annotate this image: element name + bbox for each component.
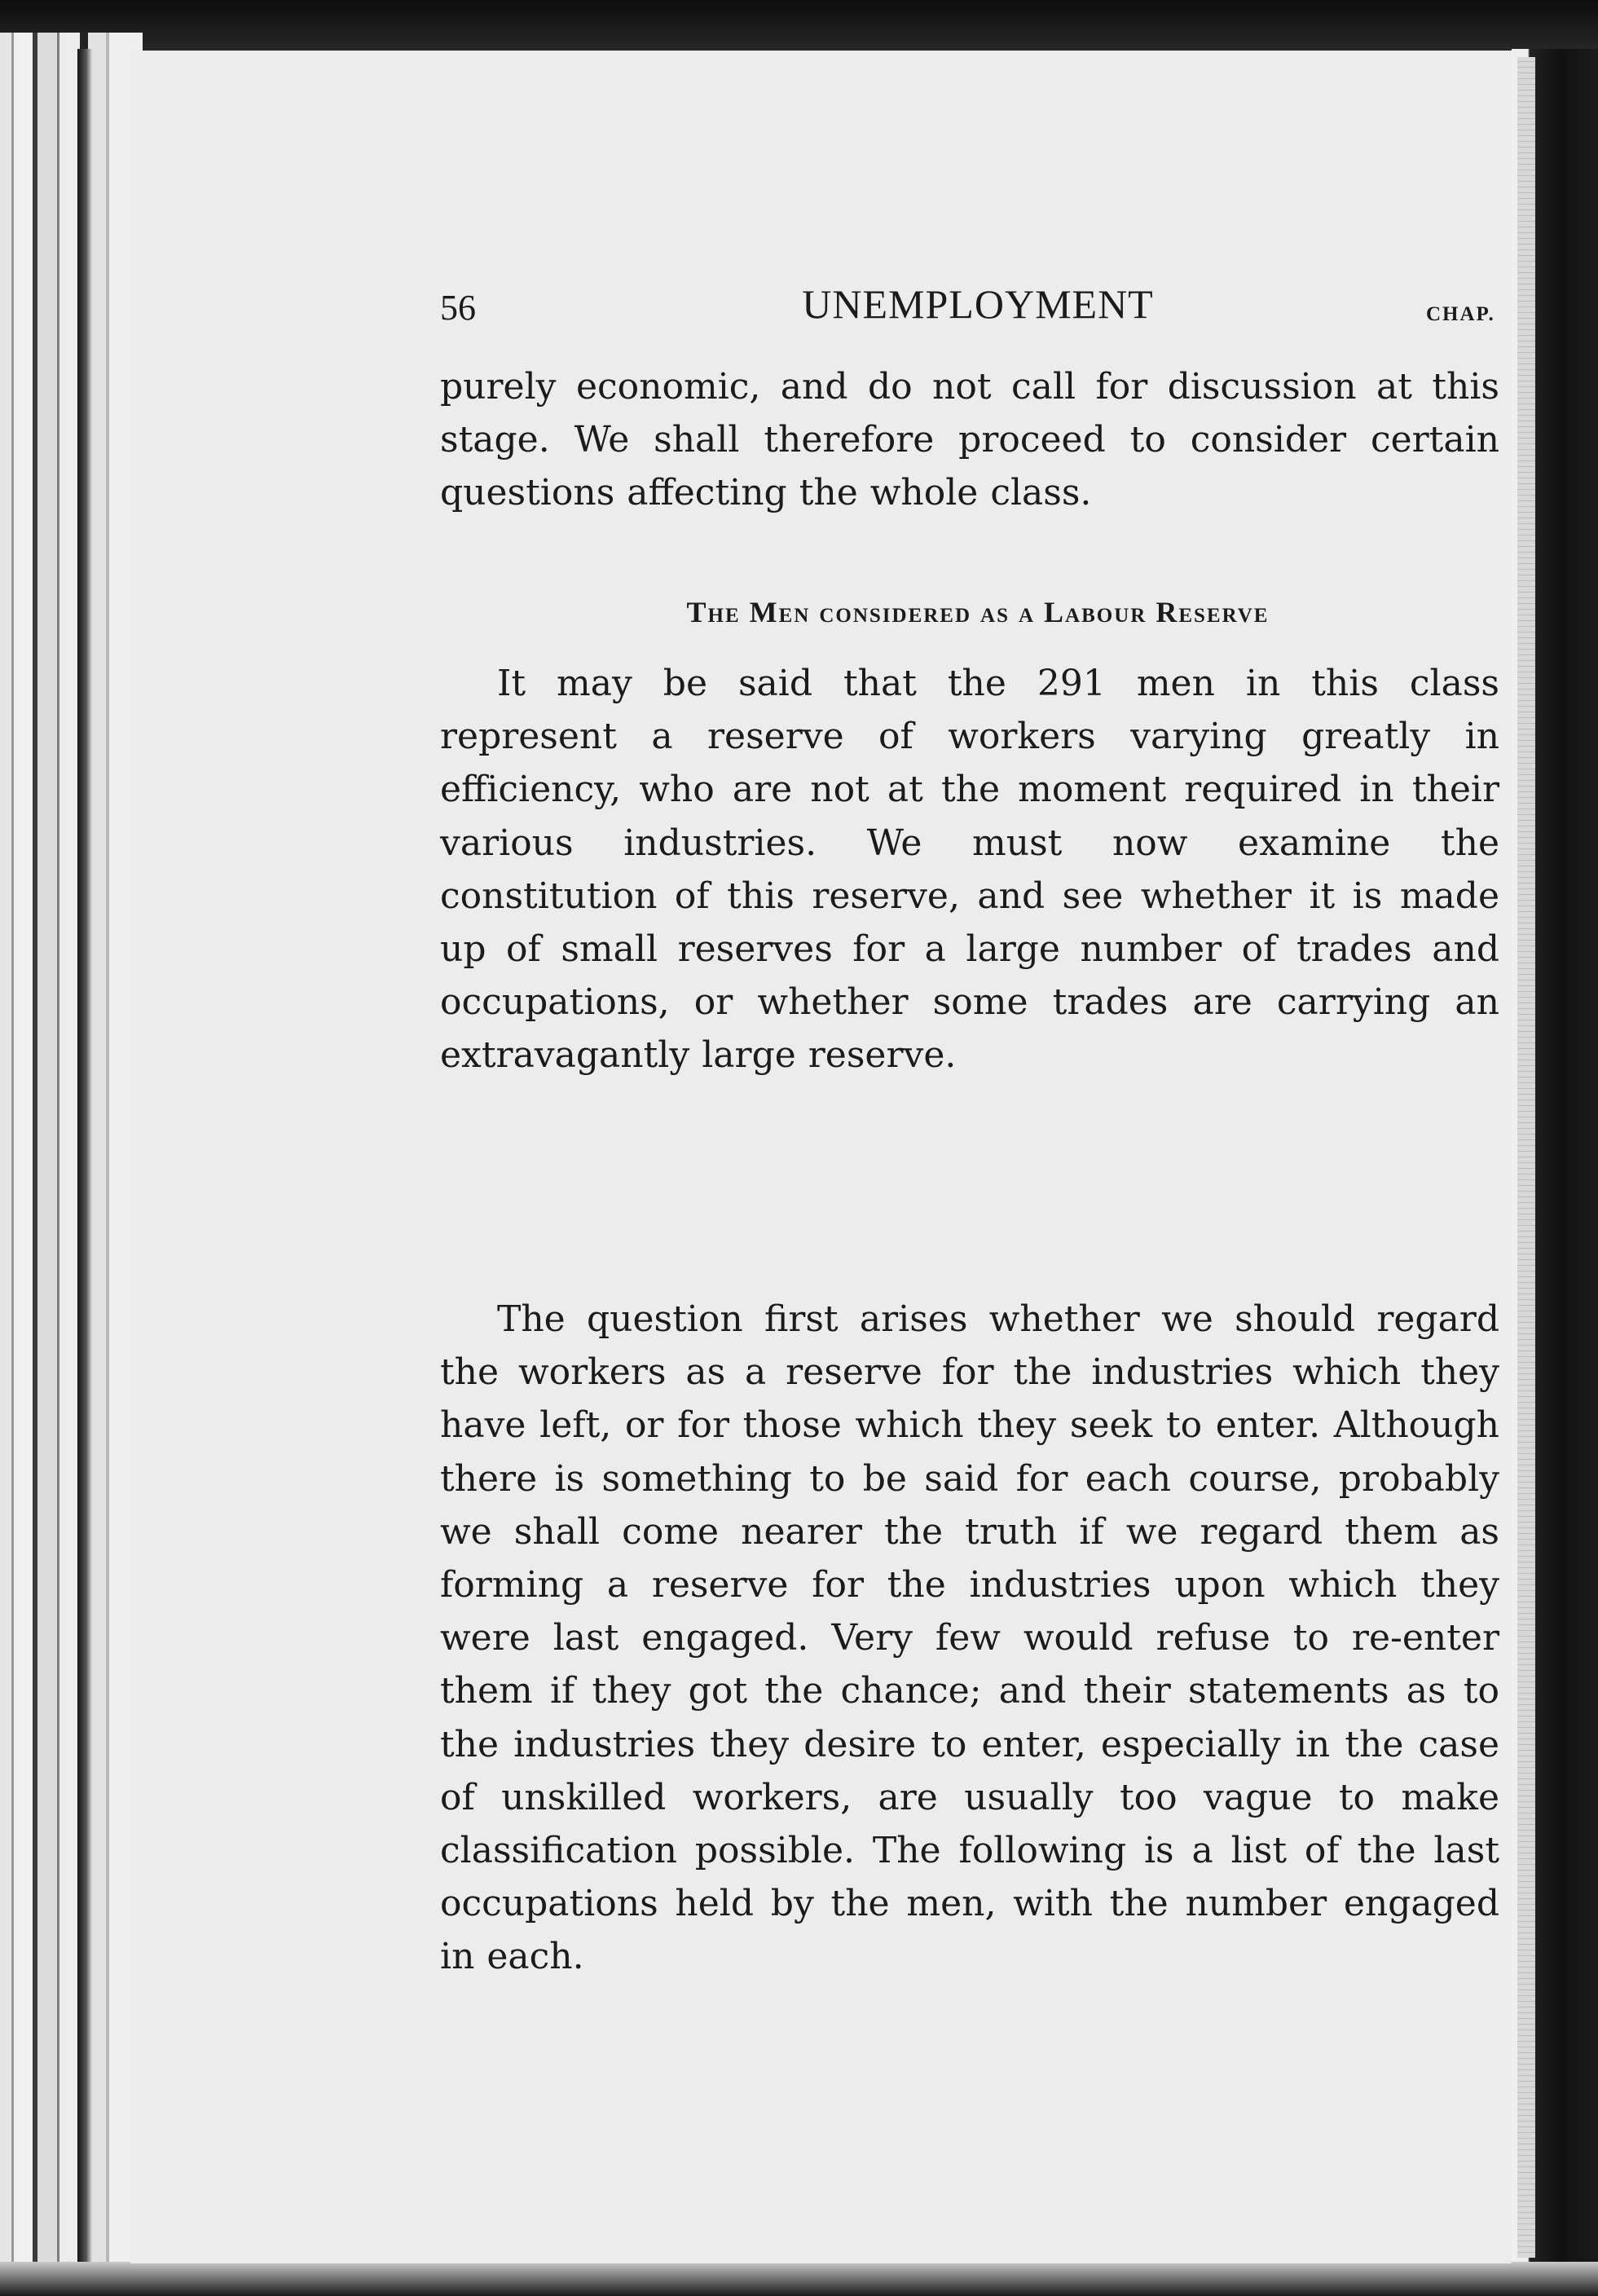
running-head	[440, 262, 1499, 328]
book-spine-edge	[0, 33, 143, 2296]
scan-top-border	[0, 0, 1598, 57]
paragraph: The question first arises whether we should regard the workers as a reserve for the industries which they have left, or for those which they seek to enter. Although there is something to be said for each course, probably we shall come nearer the truth if we regard them as forming a reserve for the industries upon which they were last engaged. Very few would refuse to re-enter them if they got the chance; and their statements as to the industries they desire to enter, especially in the case of unskilled workers, are usually too vague to make classification possible. The following is a list of the last occupations held by the men, with the number engaged in each.	[440, 1298, 1499, 1978]
section-heading: The Men considered as a Labour Reserve	[686, 596, 1270, 628]
book-page	[130, 51, 1512, 2263]
scan-bottom-edge	[0, 2262, 1598, 2296]
paragraph: purely economic, and do not call for discussion at this stage. We shall therefore proceed to consider certain questions affecting the whole class.	[440, 366, 1499, 514]
right-page-stack	[1517, 57, 1535, 2258]
page-number: 56	[440, 288, 476, 328]
running-head-chap: CHAP.	[1426, 303, 1495, 325]
paragraph: It may be said that the 291 men in this class represent a reserve of workers varying greatly in efficiency, who are not at the moment required in their various industries. We must now examine the constitution of this reserve, and see whether it is made up of small reserves for a large number of trades and occupations, or whether some trades are carrying an extravagantly large reserve.	[440, 663, 1499, 1077]
running-head-title: UNEMPLOYMENT	[802, 281, 1154, 327]
spine-shadow	[77, 49, 92, 2282]
